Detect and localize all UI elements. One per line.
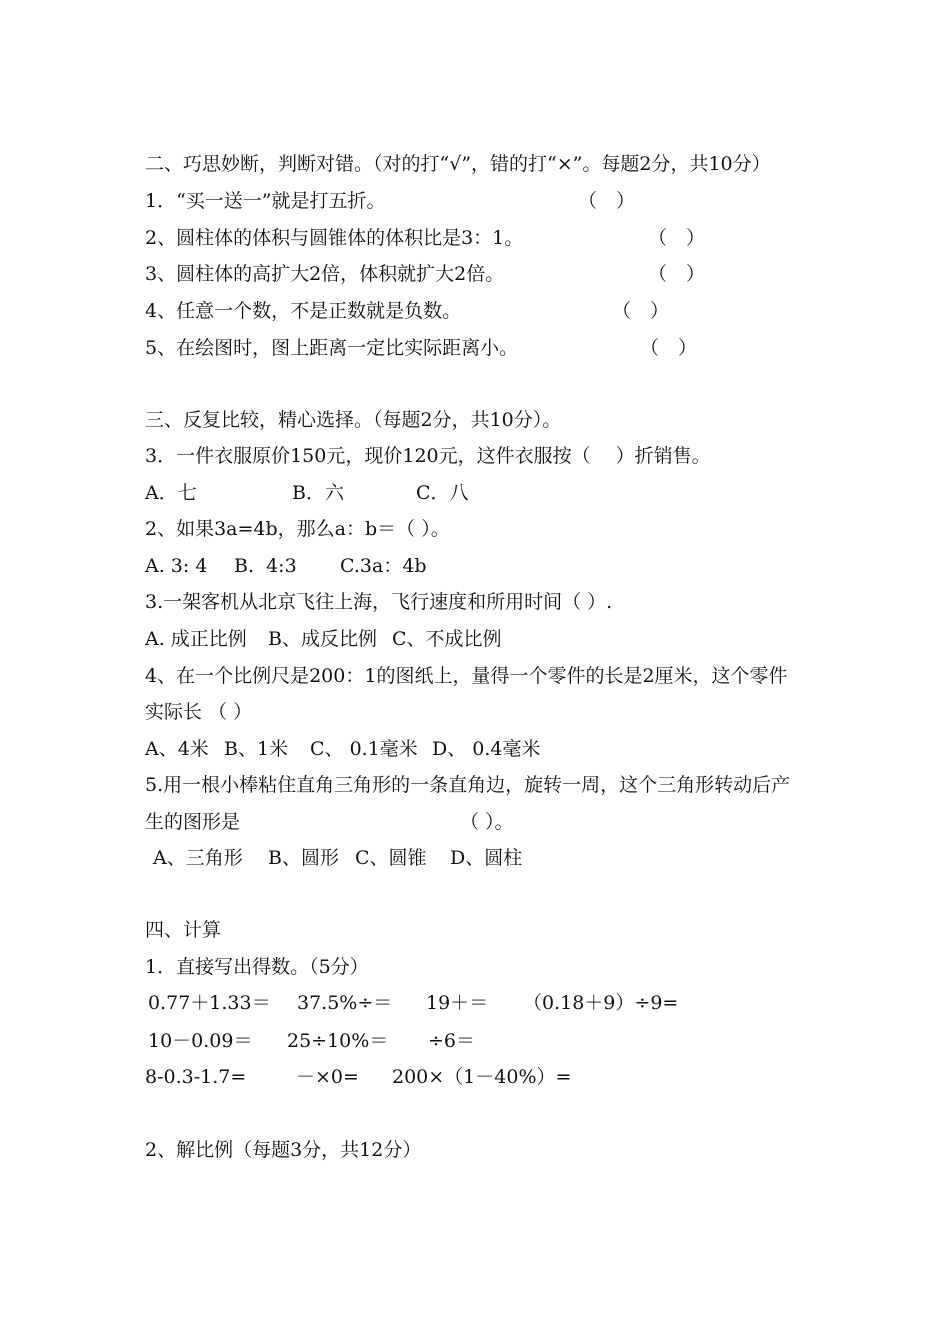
q1-option-c[interactable]: C．八 bbox=[416, 482, 469, 504]
q1-option-a[interactable]: A．七 bbox=[145, 482, 197, 504]
calc-r3-c2: －×0= bbox=[296, 1066, 359, 1088]
judge-blank-4[interactable]: （ ） bbox=[612, 300, 670, 322]
q5-option-c[interactable]: C、圆锥 bbox=[355, 847, 427, 869]
q3-option-a[interactable]: A. 成正比例 bbox=[145, 628, 247, 650]
choice-q5-line2: 生的图形是 bbox=[145, 811, 241, 833]
choice-q2: 2、如果3a=4b，那么a：b＝（ ）。 bbox=[145, 518, 450, 540]
calc-r1-c2: 37.5%÷＝ bbox=[297, 992, 393, 1014]
calc-r2-c3: ÷6＝ bbox=[428, 1030, 476, 1052]
q5-option-b[interactable]: B、圆形 bbox=[268, 847, 339, 869]
q4-option-d[interactable]: D、 0.4毫米 bbox=[432, 738, 541, 760]
q5-option-d[interactable]: D、圆柱 bbox=[450, 847, 523, 869]
judge-item-1: 1．“买一送一”就是打五折。 bbox=[145, 190, 386, 212]
q3-option-b[interactable]: B、成反比例 bbox=[268, 628, 377, 650]
judge-item-3: 3、圆柱体的高扩大2倍，体积就扩大2倍。 bbox=[145, 263, 505, 285]
calc-sub1-title: 1．直接写出得数。（5分） bbox=[145, 956, 369, 978]
calc-r1-c4: （0.18＋9）÷9= bbox=[523, 992, 679, 1014]
q2-option-c[interactable]: C.3a：4b bbox=[340, 555, 427, 577]
choice-q4-line1: 4、在一个比例尺是200：1的图纸上，量得一个零件的长是2厘米，这个零件 bbox=[145, 665, 788, 687]
choice-q1: 3．一件衣服原价150元，现价120元，这件衣服按（ ）折销售。 bbox=[145, 445, 711, 467]
calc-r3-c3: 200×（1－40%）= bbox=[392, 1066, 572, 1088]
judge-blank-5[interactable]: （ ） bbox=[640, 337, 698, 359]
calc-r1-c1: 0.77＋1.33＝ bbox=[148, 992, 271, 1014]
calc-r2-c1: 10－0.09＝ bbox=[148, 1030, 253, 1052]
judge-item-2: 2、圆柱体的体积与圆锥体的体积比是3：1。 bbox=[145, 227, 524, 249]
calc-sub2-title: 2、解比例（每题3分，共12分） bbox=[145, 1139, 422, 1161]
calc-r1-c3: 19＋＝ bbox=[426, 992, 489, 1014]
choice-q4-line2: 实际长 （ ） bbox=[145, 701, 253, 723]
judge-blank-1[interactable]: （ ） bbox=[578, 190, 636, 212]
judge-item-5: 5、在绘图时，图上距离一定比实际距离小。 bbox=[145, 337, 519, 359]
q4-option-b[interactable]: B、1米 bbox=[224, 738, 289, 760]
choice-q3: 3.一架客机从北京飞往上海，飞行速度和所用时间（ ）. bbox=[145, 591, 613, 613]
q3-option-c[interactable]: C、不成比例 bbox=[392, 628, 502, 650]
judge-item-4: 4、任意一个数，不是正数就是负数。 bbox=[145, 300, 462, 322]
calc-r2-c2: 25÷10%＝ bbox=[287, 1030, 389, 1052]
judge-blank-3[interactable]: （ ） bbox=[648, 263, 706, 285]
q1-option-b[interactable]: B．六 bbox=[292, 482, 344, 504]
calc-r3-c1: 8-0.3-1.7= bbox=[145, 1066, 247, 1088]
judge-blank-2[interactable]: （ ） bbox=[648, 227, 706, 249]
q2-option-b[interactable]: B. 4:3 bbox=[234, 555, 297, 577]
q5-blank[interactable]: （ ）。 bbox=[460, 811, 514, 833]
section4-heading: 四、计算 bbox=[145, 919, 222, 941]
section3-heading: 三、反复比较，精心选择。（每题2分，共10分）。 bbox=[145, 409, 562, 431]
q2-option-a[interactable]: A. 3: 4 bbox=[145, 555, 208, 577]
section2-heading: 二、巧思妙断，判断对错。（对的打“√”，错的打“×”。每题2分，共10分） bbox=[145, 153, 771, 175]
q5-option-a[interactable]: A、三角形 bbox=[153, 847, 243, 869]
q4-option-c[interactable]: C、 0.1毫米 bbox=[310, 738, 418, 760]
choice-q5-line1: 5.用一根小棒粘住直角三角形的一条直角边，旋转一周，这个三角形转动后产 bbox=[145, 774, 791, 796]
q4-option-a[interactable]: A、4米 bbox=[145, 738, 209, 760]
